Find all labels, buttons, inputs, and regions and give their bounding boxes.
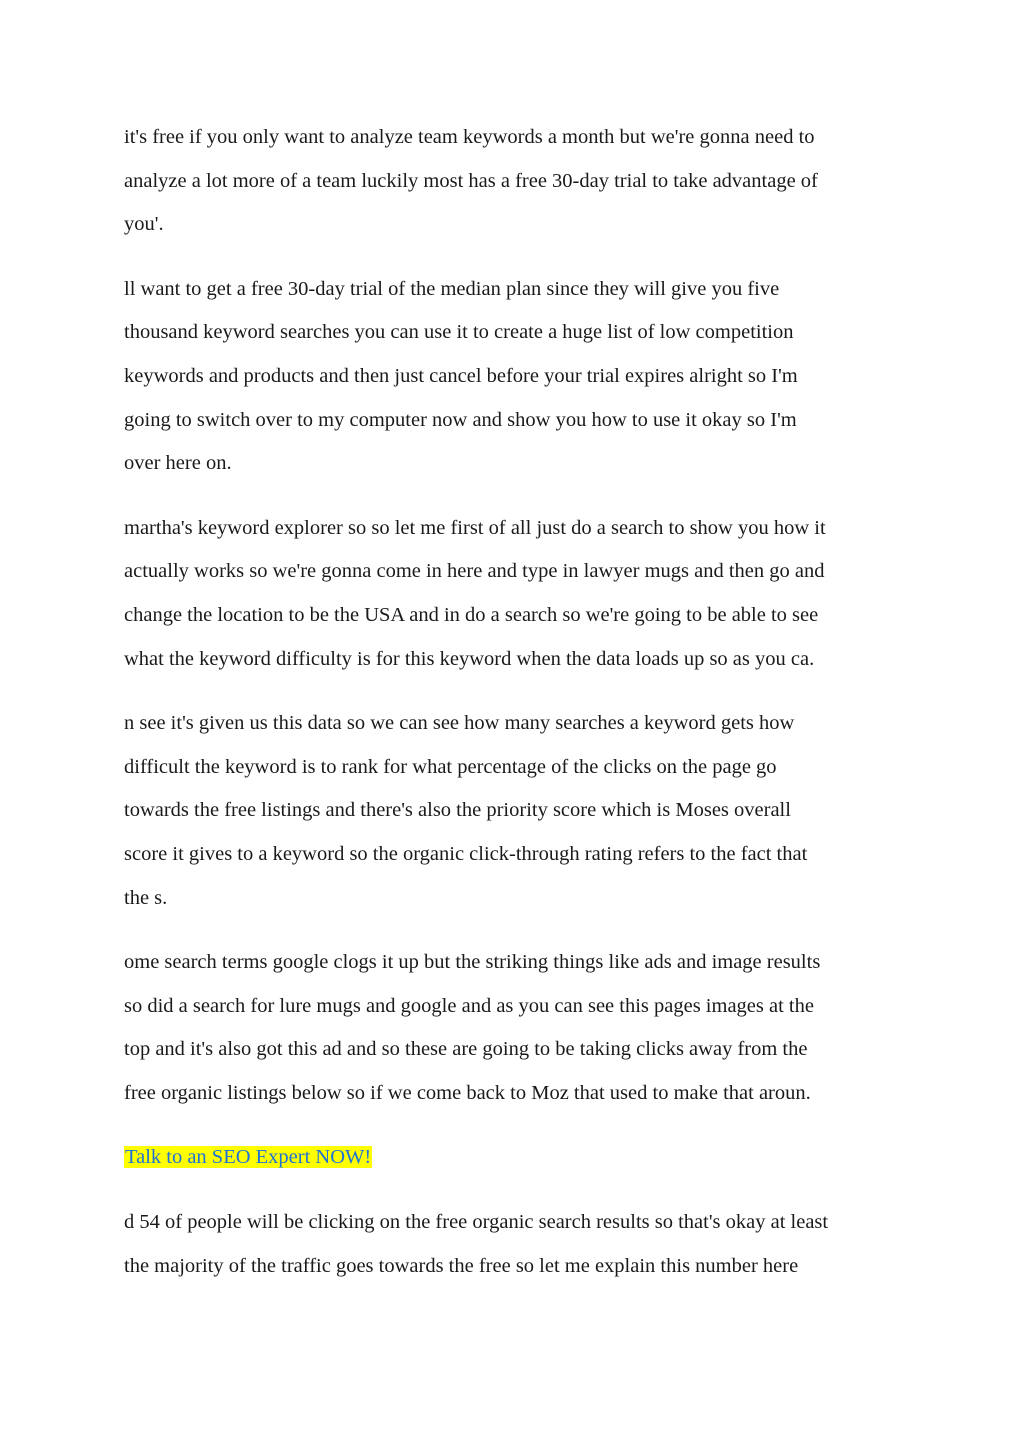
paragraph-3 (124, 507, 914, 681)
text-line: analyze a lot more of a team luckily most has a free 30-day trial to take advantage of (124, 169, 818, 192)
text-line: ll want to get a free 30-day trial of the median plan since they will give you five (124, 277, 780, 300)
text-line: ome search terms google clogs it up but the striking things like ads and image results (124, 951, 821, 974)
paragraph-4 (124, 702, 914, 920)
text-line: martha's keyword explorer so so let me first of all just do a search to show you how it (124, 516, 826, 539)
text-line: towards the free listings and there's also the priority score which is Moses overall (124, 799, 791, 822)
paragraph-6 (124, 1201, 914, 1288)
text-line: keywords and products and then just cancel before your trial expires alright so I'm (124, 364, 798, 387)
text-line: so did a search for lure mugs and google and as you can see this pages images at the (124, 994, 814, 1017)
text-line: change the location to be the USA and in do a search so we're going to be able to see (124, 603, 819, 626)
cta-paragraph (124, 1136, 914, 1180)
text-line: you'. (124, 213, 164, 236)
seo-expert-link[interactable]: Talk to an SEO Expert NOW! (125, 1146, 372, 1169)
text-line: going to switch over to my computer now and show you how to use it okay so I'm (124, 408, 797, 431)
text-line: actually works so we're gonna come in here and type in lawyer mugs and then go and (124, 560, 825, 583)
text-line: what the keyword difficulty is for this keyword when the data loads up so as you ca. (124, 647, 815, 670)
text-line: the majority of the traffic goes towards the free so let me explain this number here (124, 1254, 799, 1277)
text-line: n see it's given us this data so we can see how many searches a keyword gets how (124, 712, 795, 735)
text-line: d 54 of people will be clicking on the free organic search results so that's okay at least (124, 1211, 829, 1234)
text-line: over here on. (124, 452, 232, 475)
paragraph-2 (124, 268, 914, 486)
text-line: the s. (124, 886, 168, 909)
text-line: it's free if you only want to analyze team keywords a month but we're gonna need to (124, 126, 815, 148)
paragraph-5 (124, 941, 914, 1115)
text-line: score it gives to a keyword so the organic click-through rating refers to the fact that (124, 842, 808, 865)
text-line: top and it's also got this ad and so these are going to be taking clicks away from the (124, 1038, 808, 1061)
text-line: free organic listings below so if we come back to Moz that used to make that aroun. (124, 1081, 811, 1104)
paragraph-1 (124, 116, 914, 247)
text-line: difficult the keyword is to rank for what percentage of the clicks on the page go (124, 755, 777, 778)
document-body (124, 116, 914, 1309)
text-line: thousand keyword searches you can use it to create a huge list of low competition (124, 321, 794, 344)
